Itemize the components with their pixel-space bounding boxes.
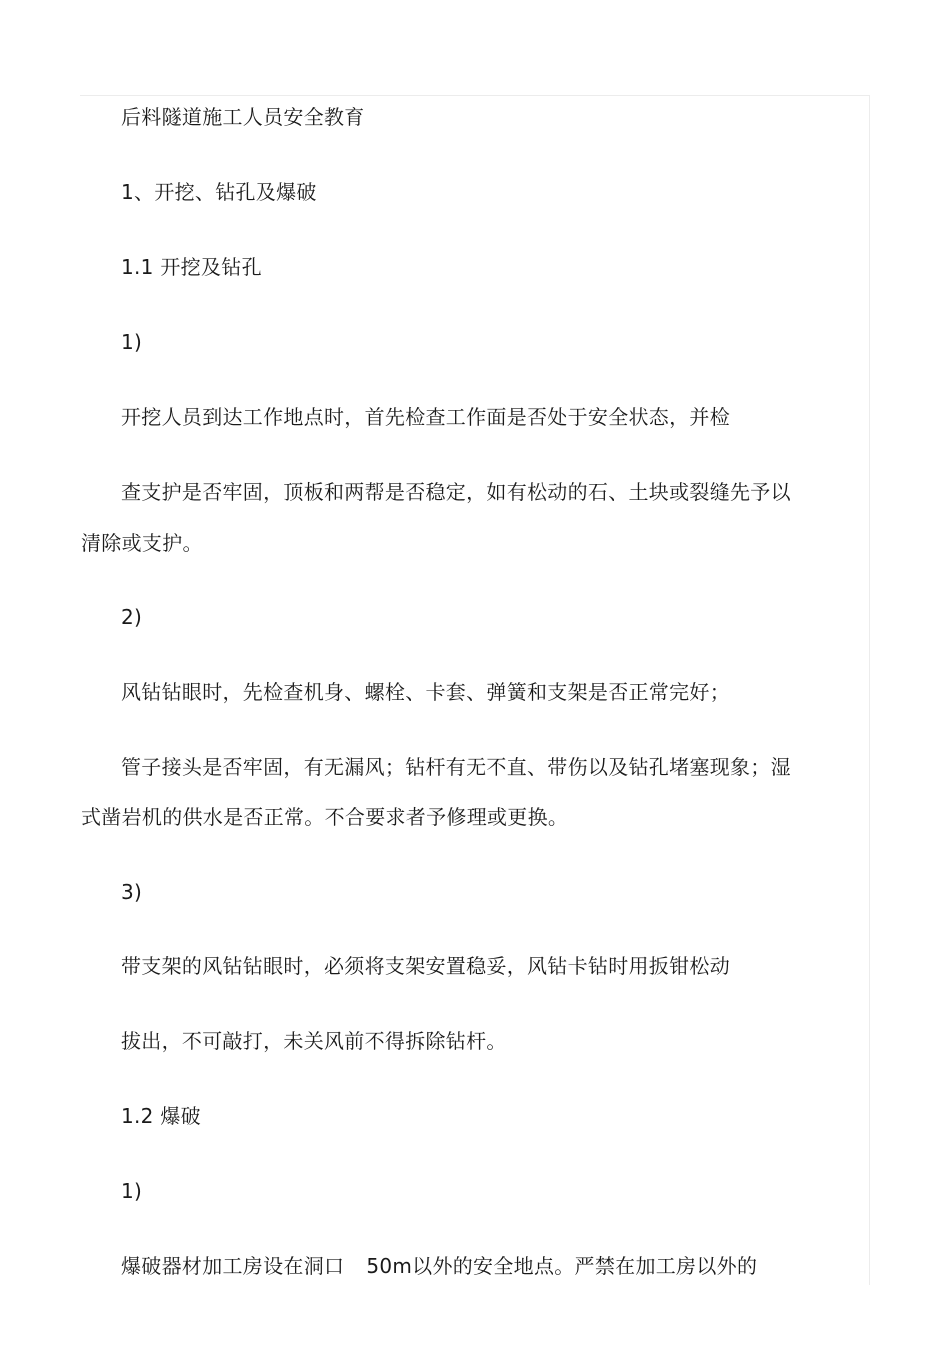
paragraph-line: 查支护是否牢固，顶板和两帮是否稳定，如有松动的石、土块或裂缝先予以: [121, 480, 791, 504]
item-label-4: 1): [121, 1179, 143, 1203]
item-label-1: 1): [121, 330, 143, 354]
paragraph-line-part: 50m以外的安全地点。严禁在加工房以外的: [366, 1254, 758, 1278]
page-border-right: [869, 95, 870, 1285]
paragraph-line: [121, 1254, 757, 1278]
paragraph-line: 清除或支护。: [81, 531, 203, 555]
paragraph-line: 开挖人员到达工作地点时，首先检查工作面是否处于安全状态，并检: [121, 405, 730, 429]
section-heading-1-2: 1.2 爆破: [121, 1104, 201, 1128]
paragraph-line: 带支架的风钻钻眼时，必须将支架安置稳妥，风钻卡钻时用扳钳松动: [121, 954, 730, 978]
page-border-top: [80, 95, 870, 96]
paragraph-line: 拔出，不可敲打，未关风前不得拆除钻杆。: [121, 1029, 507, 1053]
item-label-3: 3): [121, 880, 143, 904]
section-heading-1: 1、开挖、钻孔及爆破: [121, 180, 317, 204]
section-heading-1-1: 1.1 开挖及钻孔: [121, 255, 262, 279]
paragraph-line-part: 爆破器材加工房设在洞口: [121, 1254, 345, 1278]
item-label-2: 2): [121, 605, 143, 629]
paragraph-line: 风钻钻眼时，先检查机身、螺栓、卡套、弹簧和支架是否正常完好；: [121, 680, 730, 704]
paragraph-line: 管子接头是否牢固，有无漏风；钻杆有无不直、带伤以及钻孔堵塞现象；湿: [121, 755, 791, 779]
document-title: 后料隧道施工人员安全教育: [121, 105, 365, 129]
paragraph-line: 式凿岩机的供水是否正常。不合要求者予修理或更换。: [81, 805, 569, 829]
